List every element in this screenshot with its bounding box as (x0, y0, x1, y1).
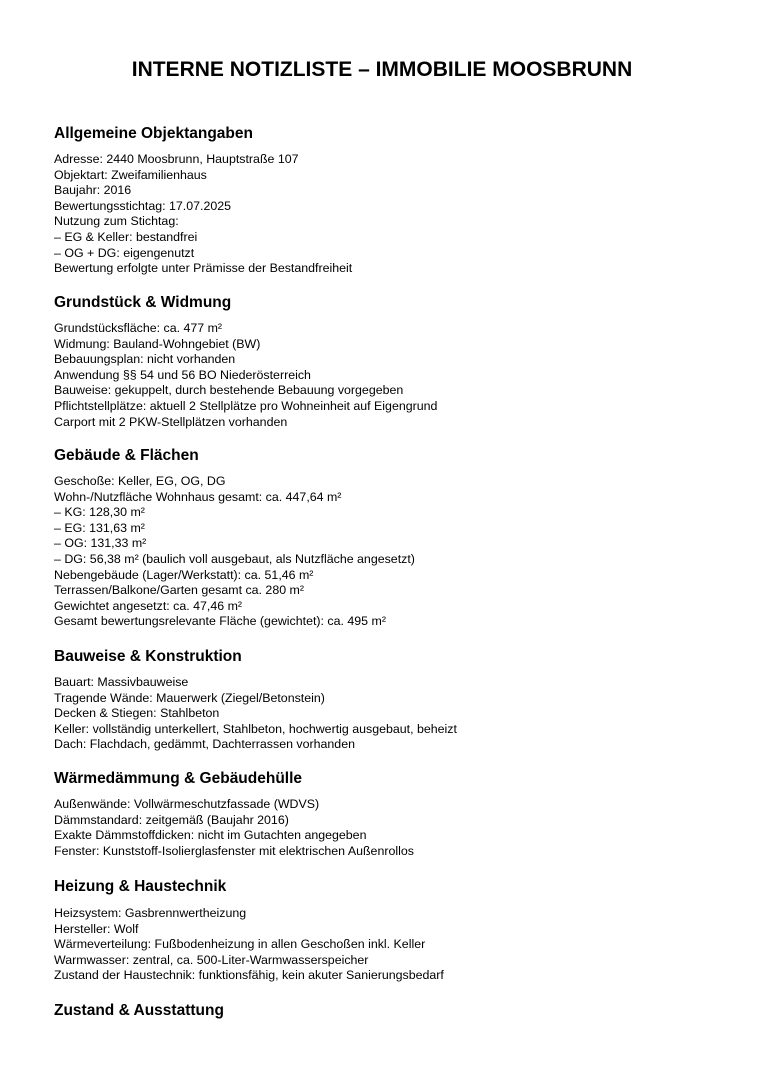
section-body-waermedaemmung-gebaeudehuelle (54, 797, 414, 859)
text-line: Terrassen/Balkone/Garten gesamt ca. 280 m² (54, 583, 304, 598)
text-line: Bewertung erfolgte unter Prämisse der Bestandfreiheit (54, 261, 353, 276)
text-line: Wärmeverteilung: Fußbodenheizung in allen Geschoßen inkl. Keller (54, 937, 426, 952)
section-heading-zustand-ausstattung: Zustand & Ausstattung (54, 1002, 224, 1019)
text-line: Pflichtstellplätze: aktuell 2 Stellplätze pro Wohneinheit auf Eigengrund (54, 398, 438, 413)
text-line: Geschoße: Keller, EG, OG, DG (54, 474, 226, 488)
text-line: Baujahr: 2016 (54, 183, 132, 198)
section-heading-heizung-haustechnik: Heizung & Haustechnik (54, 878, 227, 895)
text-line: Bauweise: gekuppelt, durch bestehende Bebauung vorgegeben (54, 383, 404, 398)
text-line: Fenster: Kunststoff-Isolierglasfenster mit elektrischen Außenrollos (54, 843, 414, 858)
text-line: Decken & Stiegen: Stahlbeton (54, 706, 220, 721)
text-line: Gewichtet angesetzt: ca. 47,46 m² (54, 598, 243, 613)
text-line: Dämmstandard: zeitgemäß (Baujahr 2016) (54, 812, 289, 827)
text-line: Gesamt bewertungsrelevante Fläche (gewichtet): ca. 495 m² (54, 614, 386, 629)
text-line: Außenwände: Vollwärmeschutzfassade (WDVS) (54, 797, 320, 811)
text-line: Carport mit 2 PKW-Stellplätzen vorhanden (54, 414, 288, 429)
text-line: Objektart: Zweifamilienhaus (54, 167, 207, 182)
text-line: Nutzung zum Stichtag: (54, 214, 179, 229)
section-body-allgemeine-objektangaben (54, 152, 352, 277)
text-line: Exakte Dämmstoffdicken: nicht im Gutachten angegeben (54, 828, 367, 843)
text-line: Bewertungsstichtag: 17.07.2025 (54, 198, 232, 213)
text-line: Bebauungsplan: nicht vorhanden (54, 352, 236, 367)
text-line: – EG: 131,63 m² (54, 520, 145, 535)
text-line: Grundstücksfläche: ca. 477 m² (54, 321, 223, 335)
text-line: Adresse: 2440 Moosbrunn, Hauptstraße 107 (54, 152, 299, 166)
text-line: Bauart: Massivbauweise (54, 675, 189, 689)
section-heading-waermedaemmung-gebaeudehuelle: Wärmedämmung & Gebäudehülle (54, 770, 303, 787)
text-line: – OG + DG: eigengenutzt (54, 245, 195, 260)
text-line: Nebengebäude (Lager/Werkstatt): ca. 51,46 m² (54, 567, 314, 582)
section-body-bauweise-konstruktion (54, 675, 457, 753)
section-heading-allgemeine-objektangaben: Allgemeine Objektangaben (54, 125, 253, 142)
text-line: Heizsystem: Gasbrennwertheizung (54, 906, 247, 920)
text-line: Zustand der Haustechnik: funktionsfähig, kein akuter Sanierungsbedarf (54, 968, 444, 983)
section-heading-gebaeude-flaechen: Gebäude & Flächen (54, 447, 199, 464)
text-line: – EG & Keller: bestandfrei (54, 229, 198, 244)
text-line: Wohn-/Nutzfläche Wohnhaus gesamt: ca. 447,64 m² (54, 489, 342, 504)
text-line: – KG: 128,30 m² (54, 505, 145, 520)
document-title: INTERNE NOTIZLISTE – IMMOBILIE MOOSBRUNN (131, 58, 633, 81)
section-body-heizung-haustechnik (54, 906, 444, 984)
section-body-gebaeude-flaechen (54, 474, 415, 630)
section-heading-grundstueck-widmung: Grundstück & Widmung (54, 294, 232, 311)
text-line: Tragende Wände: Mauerwerk (Ziegel/Betonstein) (54, 690, 325, 705)
text-line: – DG: 56,38 m² (baulich voll ausgebaut, als Nutzfläche angesetzt) (54, 551, 415, 566)
text-line: – OG: 131,33 m² (54, 536, 147, 551)
text-line: Dach: Flachdach, gedämmt, Dachterrassen vorhanden (54, 737, 355, 752)
text-line: Warmwasser: zentral, ca. 500-Liter-Warmwasserspeicher (54, 952, 369, 967)
text-line: Anwendung §§ 54 und 56 BO Niederösterreich (54, 367, 311, 382)
section-body-grundstueck-widmung (54, 321, 437, 430)
text-line: Widmung: Bauland-Wohngebiet (BW) (54, 336, 261, 351)
text-line: Hersteller: Wolf (54, 921, 139, 936)
section-heading-bauweise-konstruktion: Bauweise & Konstruktion (54, 648, 242, 665)
text-line: Keller: vollständig unterkellert, Stahlbeton, hochwertig ausgebaut, beheizt (54, 721, 457, 736)
